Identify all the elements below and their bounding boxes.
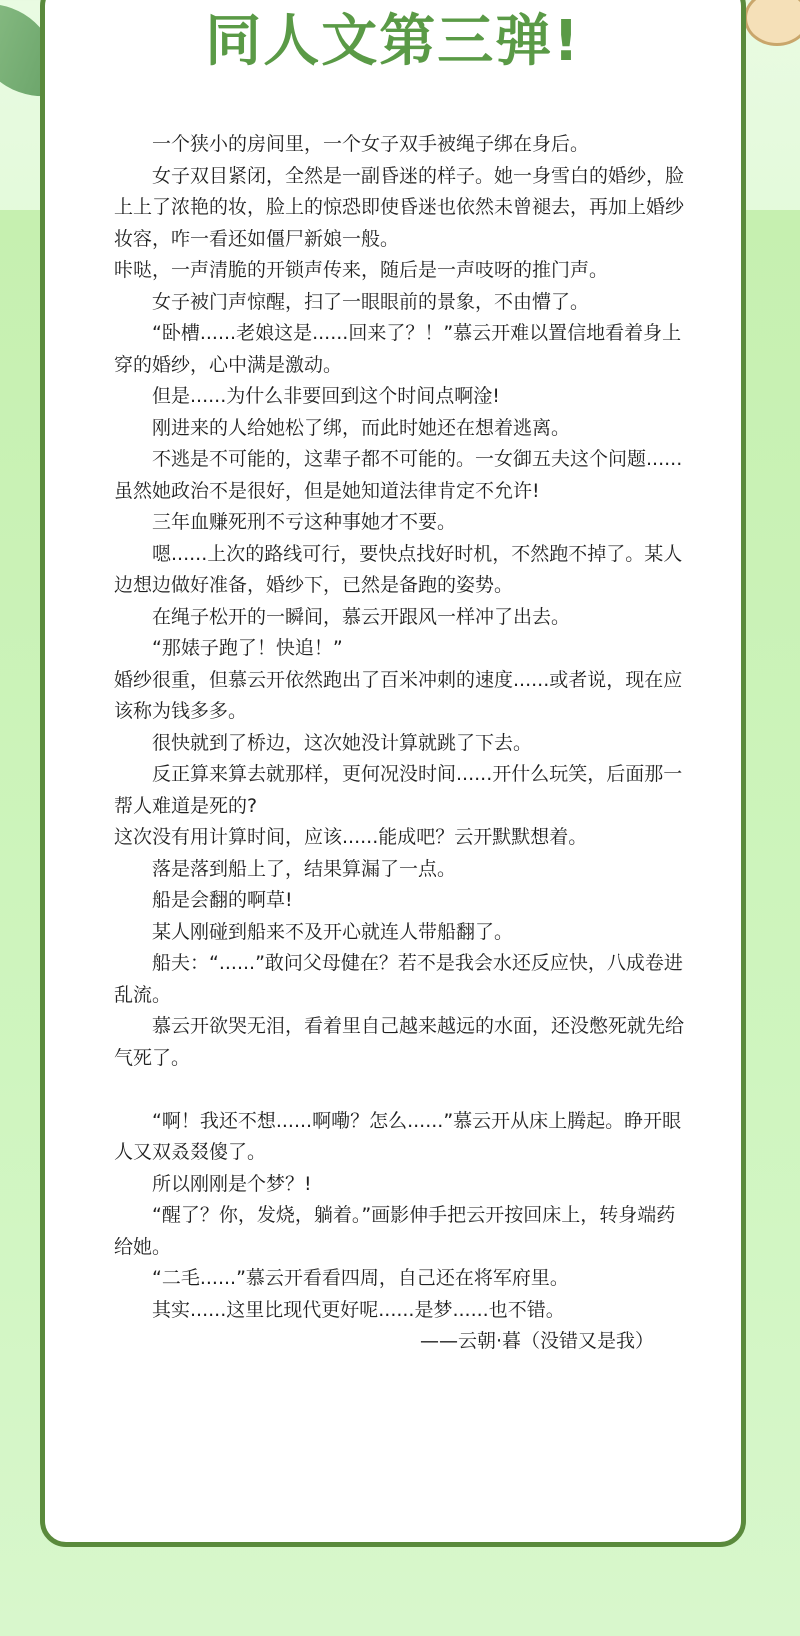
paragraph: 落是落到船上了，结果算漏了一点。 (152, 857, 457, 880)
paragraph: “那婊子跑了！快追！” (152, 637, 343, 659)
paragraph-spacer (114, 1074, 684, 1106)
paragraph: 船夫：“......”敢问父母健在？若不是我会水还反应快，八成卷进乱流。 (114, 952, 683, 1006)
paragraph: 所以刚刚是个梦？! (152, 1172, 312, 1195)
paragraph: 这次没有用计算时间，应该......能成吧？云开默默想着。 (114, 826, 588, 848)
paragraph: 反正算来算去就那样，更何况没时间......开什么玩笑，后面那一帮人难道是死的? (114, 763, 683, 817)
signature: ——云朝·暮（没错又是我） (419, 1330, 654, 1352)
paragraph: 婚纱很重，但慕云开依然跑出了百米冲刺的速度......或者说，现在应该称为钱多多。 (114, 668, 683, 722)
paragraph: 其实......这里比现代更好呢......是梦......也不错。 (152, 1298, 565, 1321)
paragraph: 咔哒，一声清脆的开锁声传来，随后是一声吱呀的推门声。 (114, 259, 609, 281)
paragraph: 三年血赚死刑不亏这种事她才不要。 (152, 511, 457, 533)
paragraph: 在绳子松开的一瞬间，慕云开跟风一样冲了出去。 (152, 605, 571, 628)
paragraph: 女子被门声惊醒，扫了一眼眼前的景象，不由懵了。 (152, 290, 590, 313)
paragraph: 某人刚碰到船来不及开心就连人带船翻了。 (152, 920, 514, 943)
corner-decoration-icon (744, 0, 800, 46)
article-body (114, 129, 684, 1358)
paragraph: 嗯......上次的路线可行，要快点找好时机，不然跑不掉了。某人边想边做好准备，婚纱下，已然是备跑的姿势。 (114, 542, 683, 596)
paragraph: 刚进来的人给她松了绑，而此时她还在想着逃离。 (152, 416, 571, 439)
page-title: 同人文第三弹! (205, 9, 581, 74)
paragraph: “啊！我还不想......啊嘞？怎么......”慕云开从床上腾起。睁开眼人又双叒叕傻了。 (114, 1109, 682, 1163)
paragraph: 船是会翻的啊草! (152, 889, 293, 911)
paragraph: 一个狭小的房间里，一个女子双手被绳子绑在身后。 (152, 133, 590, 155)
paragraph: 但是......为什么非要回到这个时间点啊淦! (152, 385, 500, 407)
paragraph: 很快就到了桥边，这次她没计算就跳了下去。 (152, 731, 533, 754)
paragraph: 慕云开欲哭无泪，看着里自己越来越远的水面，还没憋死就先给气死了。 (114, 1015, 685, 1069)
paragraph: 不逃是不可能的，这辈子都不可能的。一女御五夫这个问题......虽然她政治不是很好，但是她知道法律肯定不允许! (114, 448, 683, 502)
paragraph: “卧槽......老娘这是......回来了？！”慕云开难以置信地看着身上穿的婚纱，心中满是激动。 (114, 322, 682, 376)
paragraph: 女子双目紧闭，全然是一副昏迷的样子。她一身雪白的婚纱，脸上上了浓艳的妆，脸上的惊恐即使昏迷也依然未曾褪去，再加上婚纱妆容，咋一看还如僵尸新娘一般。 (114, 164, 685, 250)
paragraph: “二毛......”慕云开看看四周，自己还在将军府里。 (152, 1267, 569, 1289)
paragraph: “醒了？你，发烧，躺着。”画影伸手把云开按回床上，转身端药给她。 (114, 1204, 676, 1258)
